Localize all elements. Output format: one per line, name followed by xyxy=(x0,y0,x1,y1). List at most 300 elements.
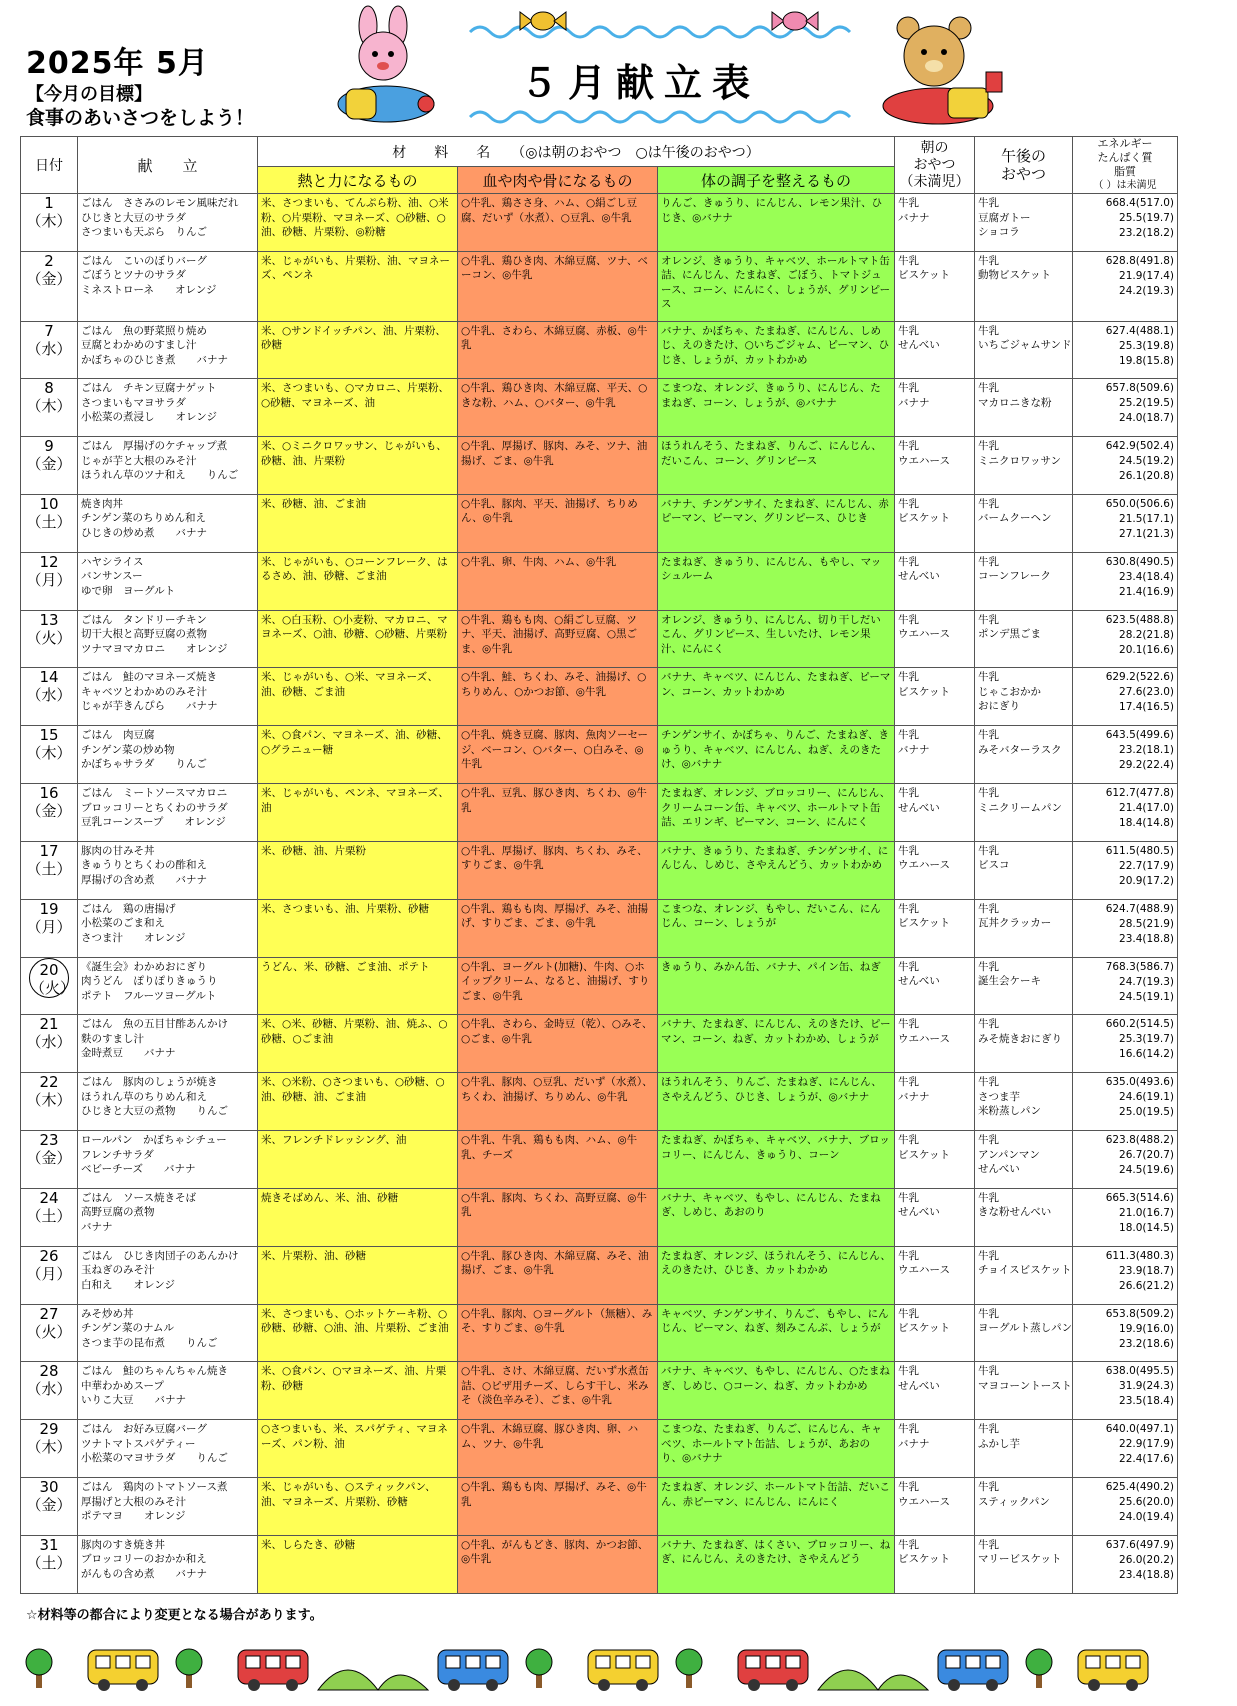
menu-cell xyxy=(78,1131,258,1189)
blood-group-cell: ○牛乳、ヨーグルト(加糖)、牛肉、○ホイップクリーム、なると、油揚げ、すりごま、◎牛乳 xyxy=(458,957,658,1015)
menu-cell xyxy=(78,726,258,784)
date-cell: 30 （金） xyxy=(21,1478,78,1536)
nutrition-cell: 628.8(491.8) 21.9(17.4) 24.2(19.3) xyxy=(1073,251,1178,321)
dish-name: ごはん ミートソースマカロニ xyxy=(81,787,228,800)
dish-name: バナナ xyxy=(81,1220,113,1233)
bus-icon xyxy=(738,1650,808,1691)
body-group-cell: たまねぎ、きゅうり、にんじん、もやし、マッシュルーム xyxy=(658,552,895,610)
date-cell: 9 （金） xyxy=(21,437,78,495)
dish-name: 豆乳コーンスープ オレンジ xyxy=(81,816,226,829)
red-group-cell: 米、じゃがいも、ペンネ、マヨネーズ、油 xyxy=(258,784,458,842)
menu-row xyxy=(21,437,1178,495)
dish-name: ごはん 肉豆腐 xyxy=(81,729,155,742)
menu-row xyxy=(21,1246,1178,1304)
afternoon-snack-cell: 牛乳 マヨコーントースト xyxy=(975,1362,1073,1420)
header-morning-snack: 朝の おやつ （未満児） xyxy=(895,137,975,194)
menu-cell xyxy=(78,957,258,1015)
dish-name: チンゲン菜のちりめん和え xyxy=(81,512,207,525)
dish-name: 小松菜の煮浸し オレンジ xyxy=(81,411,217,424)
menu-row xyxy=(21,784,1178,842)
change-note: ☆材料等の都合により変更となる場合があります。 xyxy=(26,1608,323,1623)
red-group-cell: 米、○食パン、○マヨネーズ、油、片栗粉、砂糖 xyxy=(258,1362,458,1420)
dish-name: じゃが芋と大根のみそ汁 xyxy=(81,454,197,467)
blood-group-cell: ○牛乳、鶏ひき肉、木綿豆腐、平天、○きな粉、ハム、○バター、◎牛乳 xyxy=(458,379,658,437)
dish-name: ひじきと大豆のサラダ xyxy=(81,211,186,224)
morning-snack-cell: 牛乳 バナナ xyxy=(895,1073,975,1131)
menu-row xyxy=(21,552,1178,610)
red-group-cell: 米、片栗粉、油、砂糖 xyxy=(258,1246,458,1304)
dish-name: ごはん ささみのレモン風味だれ xyxy=(81,197,239,209)
dish-name: 肉うどん ぽりぽりきゅうり xyxy=(81,975,218,988)
header-body-group: 体の調子を整えるもの xyxy=(658,167,895,194)
dish-name: 金時煮豆 バナナ xyxy=(81,1047,176,1060)
afternoon-snack-cell: 牛乳 チョイスビスケット xyxy=(975,1246,1073,1304)
dish-name: ごはん 鮭のちゃんちゃん焼き xyxy=(81,1365,228,1378)
header-menu: 献 立 xyxy=(78,137,258,194)
dish-name: さつまいも天ぷら りんご xyxy=(81,226,207,238)
nutrition-cell: 611.5(480.5) 22.7(17.9) 20.9(17.2) xyxy=(1073,841,1178,899)
dish-name: ごはん 魚の野菜照り焼め xyxy=(81,324,207,337)
menu-row xyxy=(21,1073,1178,1131)
red-group-cell: 米、○サンドイッチパン、油、片栗粉、砂糖 xyxy=(258,321,458,379)
blood-group-cell: ○牛乳、がんもどき、豚肉、かつお節、◎牛乳 xyxy=(458,1535,658,1593)
bus-icon xyxy=(88,1650,158,1691)
header-red-group: 熱と力になるもの xyxy=(258,167,458,194)
afternoon-snack-cell: 牛乳 ビスコ xyxy=(975,841,1073,899)
nutrition-cell: 642.9(502.4) 24.5(19.2) 26.1(20.8) xyxy=(1073,437,1178,495)
goal-text: 食事のあいさつをしよう！ xyxy=(26,107,255,129)
bear-plane-icon xyxy=(868,6,1008,134)
dish-name: ごはん 豚肉のしょうが焼き xyxy=(81,1076,218,1089)
blood-group-cell: ○牛乳、厚揚げ、豚肉、ちくわ、みそ、すりごま、◎牛乳 xyxy=(458,841,658,899)
dish-name: 小松菜のマヨサラダ りんご xyxy=(81,1452,228,1465)
header-nutrition: エネルギー たんぱく質 脂質 （ ）は未満児 xyxy=(1073,137,1178,194)
red-group-cell: ○さつまいも、米、スパゲティ、マヨネーズ、パン粉、油 xyxy=(258,1420,458,1478)
tree-icon xyxy=(176,1649,202,1688)
afternoon-snack-cell: 牛乳 みそ焼きおにぎり xyxy=(975,1015,1073,1073)
menu-cell xyxy=(78,194,258,252)
dish-name: 豚肉のすき焼き丼 xyxy=(81,1538,165,1551)
menu-row xyxy=(21,494,1178,552)
hill-icon xyxy=(818,1670,928,1690)
dish-name: ごはん タンドリーチキン xyxy=(81,613,207,626)
morning-snack-cell: 牛乳 ウエハース xyxy=(895,1015,975,1073)
red-group-cell: 米、さつまいも、てんぷら粉、油、○米粉、○片栗粉、マヨネーズ、○砂糖、○油、砂糖、片栗粉、◎粉糖 xyxy=(258,194,458,252)
dish-name: ゆで卵 ヨーグルト xyxy=(81,584,176,597)
dish-name: ごはん お好み豆腐バーグ xyxy=(81,1423,207,1436)
menu-cell xyxy=(78,668,258,726)
footer-decoration xyxy=(18,1640,1168,1692)
afternoon-snack-cell: 牛乳 マカロニきな粉 xyxy=(975,379,1073,437)
red-group-cell: 米、さつまいも、○ホットケーキ粉、○砂糖、砂糖、○油、油、片栗粉、ごま油 xyxy=(258,1304,458,1362)
afternoon-snack-cell: 牛乳 バームクーヘン xyxy=(975,494,1073,552)
blood-group-cell: ○牛乳、卵、牛肉、ハム、◎牛乳 xyxy=(458,552,658,610)
blood-group-cell: ○牛乳、鶏もも肉、厚揚げ、みそ、◎牛乳 xyxy=(458,1478,658,1536)
nutrition-cell: 640.0(497.1) 22.9(17.9) 22.4(17.6) xyxy=(1073,1420,1178,1478)
goal-label: 【今月の目標】 xyxy=(26,84,152,105)
body-group-cell: きゅうり、みかん缶、バナナ、パイン缶、ねぎ xyxy=(658,957,895,1015)
menu-cell xyxy=(78,1015,258,1073)
dish-name: フレンチサラダ xyxy=(81,1148,154,1161)
header-date: 日付 xyxy=(21,137,78,194)
afternoon-snack-cell: 牛乳 動物ビスケット xyxy=(975,251,1073,321)
body-group-cell: ほうれんそう、りんご、たまねぎ、にんじん、さやえんどう、ひじき、しょうが、◎バナナ xyxy=(658,1073,895,1131)
nutrition-cell: 612.7(477.8) 21.4(17.0) 18.4(14.8) xyxy=(1073,784,1178,842)
nutrition-cell: 653.8(509.2) 19.9(16.0) 23.2(18.6) xyxy=(1073,1304,1178,1362)
nutrition-cell: 638.0(495.5) 31.9(24.3) 23.5(18.4) xyxy=(1073,1362,1178,1420)
blood-group-cell: ○牛乳、鶏もも肉、厚揚げ、みそ、油揚げ、すりごま、ごま、◎牛乳 xyxy=(458,899,658,957)
blood-group-cell: ○牛乳、豆乳、豚ひき肉、ちくわ、◎牛乳 xyxy=(458,784,658,842)
dish-name: 白和え オレンジ xyxy=(81,1278,175,1291)
candy-icon xyxy=(770,8,820,34)
body-group-cell: キャベツ、チンゲンサイ、りんご、もやし、にんじん、ピーマン、ねぎ、刻みこんぶ、しょうが xyxy=(658,1304,895,1362)
afternoon-snack-cell: 牛乳 きな粉せんべい xyxy=(975,1188,1073,1246)
afternoon-snack-cell: 牛乳 ポンデ黒ごま xyxy=(975,610,1073,668)
date-cell: 15 （木） xyxy=(21,726,78,784)
morning-snack-cell: 牛乳 ビスケット xyxy=(895,251,975,321)
red-group-cell: 米、じゃがいも、○米、マヨネーズ、油、砂糖、ごま油 xyxy=(258,668,458,726)
dish-name: ベビーチーズ バナナ xyxy=(81,1163,196,1176)
afternoon-snack-cell: 牛乳 じゃこおかか おにぎり xyxy=(975,668,1073,726)
body-group-cell: たまねぎ、オレンジ、ほうれんそう、にんじん、えのきたけ、ひじき、カットわかめ xyxy=(658,1246,895,1304)
red-group-cell: うどん、米、砂糖、ごま油、ポテト xyxy=(258,957,458,1015)
bus-icon xyxy=(1078,1650,1148,1691)
blood-group-cell: ○牛乳、さわら、木綿豆腐、赤板、◎牛乳 xyxy=(458,321,658,379)
date-cell: 29 （木） xyxy=(21,1420,78,1478)
dish-name: ミネストローネ オレンジ xyxy=(81,283,217,296)
dish-name: ごはん こいのぼりバーグ xyxy=(81,254,207,267)
red-group-cell: 米、砂糖、油、片栗粉 xyxy=(258,841,458,899)
dish-name: チンゲン菜のナムル xyxy=(81,1322,175,1335)
dish-name: ほうれん草のちりめん和え xyxy=(81,1090,207,1103)
menu-cell xyxy=(78,610,258,668)
menu-cell xyxy=(78,379,258,437)
date-cell: 17 （土） xyxy=(21,841,78,899)
dish-name: 麩のすまし汁 xyxy=(81,1032,144,1045)
date-cell: 16 （金） xyxy=(21,784,78,842)
nutrition-cell: 635.0(493.6) 24.6(19.1) 25.0(19.5) xyxy=(1073,1073,1178,1131)
red-group-cell: 米、フレンチドレッシング、油 xyxy=(258,1131,458,1189)
menu-row xyxy=(21,1362,1178,1420)
nutrition-cell: 665.3(514.6) 21.0(16.7) 18.0(14.5) xyxy=(1073,1188,1178,1246)
dish-name: 豆腐とわかめのすまし汁 xyxy=(81,339,197,351)
red-group-cell: 米、○米、砂糖、片栗粉、油、焼ふ、○砂糖、○ごま油 xyxy=(258,1015,458,1073)
page-title: ５月献立表 xyxy=(520,61,761,105)
menu-row xyxy=(21,610,1178,668)
dish-name: 厚揚げと大根のみそ汁 xyxy=(81,1495,186,1508)
date-cell: 22 （木） xyxy=(21,1073,78,1131)
afternoon-snack-cell: 牛乳 ヨーグルト蒸しパン xyxy=(975,1304,1073,1362)
dish-name: ロールパン かぼちゃシチュー xyxy=(81,1134,227,1147)
morning-snack-cell: 牛乳 せんべい xyxy=(895,1362,975,1420)
date-cell: 21 （水） xyxy=(21,1015,78,1073)
dish-name: バンサンスー xyxy=(81,570,143,583)
dish-name: さつま汁 オレンジ xyxy=(81,931,186,944)
afternoon-snack-cell: 牛乳 ミニクロワッサン xyxy=(975,437,1073,495)
dish-name: かぼちゃのひじき煮 バナナ xyxy=(81,353,228,366)
morning-snack-cell: 牛乳 せんべい xyxy=(895,321,975,379)
nutrition-cell: 611.3(480.3) 23.9(18.7) 26.6(21.2) xyxy=(1073,1246,1178,1304)
afternoon-snack-cell: 牛乳 ミニクリームパン xyxy=(975,784,1073,842)
blood-group-cell: ○牛乳、牛乳、鶏もも肉、ハム、◎牛乳、チーズ xyxy=(458,1131,658,1189)
body-group-cell: チンゲンサイ、かぼちゃ、りんご、たまねぎ、きゅうり、キャベツ、にんじん、ねぎ、えのきたけ、◎バナナ xyxy=(658,726,895,784)
body-group-cell: バナナ、キャベツ、もやし、にんじん、○たまねぎ、しめじ、○コーン、ねぎ、カットわかめ xyxy=(658,1362,895,1420)
body-group-cell: バナナ、かぼちゃ、たまねぎ、にんじん、しめじ、えのきたけ、○いちごジャム、ピーマン、ひじき、しょうが、カットわかめ xyxy=(658,321,895,379)
body-group-cell: たまねぎ、オレンジ、ブロッコリー、にんじん、クリームコーン缶、キャベツ、ホールトマト缶詰、エリンギ、ピーマン、コーン、にんにく xyxy=(658,784,895,842)
afternoon-snack-cell: 牛乳 誕生会ケーキ xyxy=(975,957,1073,1015)
date-cell: 14 （水） xyxy=(21,668,78,726)
morning-snack-cell: 牛乳 バナナ xyxy=(895,379,975,437)
body-group-cell: こまつな、オレンジ、きゅうり、にんじん、たまねぎ、コーン、しょうが、◎バナナ xyxy=(658,379,895,437)
red-group-cell: 米、じゃがいも、○コーンフレーク、はるさめ、油、砂糖、ごま油 xyxy=(258,552,458,610)
blood-group-cell: ○牛乳、さわら、金時豆（乾）、○みそ、○ごま、◎牛乳 xyxy=(458,1015,658,1073)
dish-name: かぼちゃサラダ りんご xyxy=(81,758,207,771)
dish-name: 小松菜のごま和え xyxy=(81,917,165,930)
dish-name: 高野豆腐の煮物 xyxy=(81,1206,155,1219)
red-group-cell: 米、○食パン、マヨネーズ、油、砂糖、○グラニュー糖 xyxy=(258,726,458,784)
dish-name: ツナマヨマカロニ オレンジ xyxy=(81,642,228,655)
date-cell: 24 （土） xyxy=(21,1188,78,1246)
dish-name: ハヤシライス xyxy=(81,555,144,568)
red-group-cell: 米、砂糖、油、ごま油 xyxy=(258,494,458,552)
blood-group-cell: ○牛乳、焼き豆腐、豚肉、魚肉ソーセージ、ベーコン、○バター、○白みそ、◎牛乳 xyxy=(458,726,658,784)
dish-name: キャベツとわかめのみそ汁 xyxy=(81,685,207,698)
blood-group-cell: ○牛乳、鮭、ちくわ、みそ、油揚げ、○ちりめん、○かつお節、◎牛乳 xyxy=(458,668,658,726)
dish-name: ごはん 厚揚げのケチャップ煮 xyxy=(81,440,228,453)
blood-group-cell: ○牛乳、豚肉、平天、油揚げ、ちりめん、◎牛乳 xyxy=(458,494,658,552)
dish-name: さつま芋の昆布煮 りんご xyxy=(81,1336,218,1349)
menu-row xyxy=(21,1535,1178,1593)
body-group-cell: オレンジ、きゅうり、にんじん、切り干しだいこん、グリンピース、生しいたけ、レモン果汁、にんにく xyxy=(658,610,895,668)
dish-name: ほうれん草のツナ和え りんご xyxy=(81,469,239,482)
date-cell: 2 （金） xyxy=(21,251,78,321)
menu-row xyxy=(21,1131,1178,1189)
dish-name: 切干大根と高野豆腐の煮物 xyxy=(81,628,207,641)
nutrition-cell: 668.4(517.0) 25.5(19.7) 23.2(18.2) xyxy=(1073,194,1178,252)
dish-name: 厚揚げの含め煮 バナナ xyxy=(81,873,207,886)
red-group-cell: 焼きそばめん、米、油、砂糖 xyxy=(258,1188,458,1246)
afternoon-snack-cell: 牛乳 さつま芋 米粉蒸しパン xyxy=(975,1073,1073,1131)
morning-snack-cell: 牛乳 バナナ xyxy=(895,194,975,252)
dish-name: ごはん ひじき肉団子のあんかけ xyxy=(81,1249,239,1262)
afternoon-snack-cell: 牛乳 いちごジャムサンド xyxy=(975,321,1073,379)
date-cell: 27 （火） xyxy=(21,1304,78,1362)
tree-icon xyxy=(676,1649,702,1688)
morning-snack-cell: 牛乳 せんべい xyxy=(895,957,975,1015)
menu-cell xyxy=(78,552,258,610)
menu-row xyxy=(21,1015,1178,1073)
bus-icon xyxy=(938,1650,1008,1691)
morning-snack-cell: 牛乳 ビスケット xyxy=(895,1535,975,1593)
menu-row xyxy=(21,379,1178,437)
candy-icon xyxy=(518,8,568,34)
menu-cell xyxy=(78,251,258,321)
menu-cell xyxy=(78,1478,258,1536)
body-group-cell: バナナ、チンゲンサイ、たまねぎ、にんじん、赤ピーマン、ピーマン、グリンピース、ひじき xyxy=(658,494,895,552)
morning-snack-cell: 牛乳 せんべい xyxy=(895,552,975,610)
dish-name: さつまいもマヨサラダ xyxy=(81,396,186,409)
date-cell: 10 （土） xyxy=(21,494,78,552)
morning-snack-cell: 牛乳 ウエハース xyxy=(895,1246,975,1304)
dish-name: がんもの含め煮 バナナ xyxy=(81,1567,207,1580)
date-cell: 13 （火） xyxy=(21,610,78,668)
menu-row xyxy=(21,841,1178,899)
afternoon-snack-cell: 牛乳 コーンフレーク xyxy=(975,552,1073,610)
nutrition-cell: 623.8(488.2) 26.7(20.7) 24.5(19.6) xyxy=(1073,1131,1178,1189)
menu-row xyxy=(21,726,1178,784)
dish-name: ツナトマトスパゲティー xyxy=(81,1437,196,1450)
body-group-cell: バナナ、きゅうり、たまねぎ、チンゲンサイ、にんじん、しめじ、さやえんどう、カットわかめ xyxy=(658,841,895,899)
menu-cell xyxy=(78,899,258,957)
menu-cell xyxy=(78,1246,258,1304)
dish-name: ごはん ソース焼きそば xyxy=(81,1191,196,1204)
dish-name: ポテト フルーツヨーグルト xyxy=(81,989,217,1002)
morning-snack-cell: 牛乳 バナナ xyxy=(895,726,975,784)
blood-group-cell: ○牛乳、豚ひき肉、木綿豆腐、みそ、油揚げ、ごま、◎牛乳 xyxy=(458,1246,658,1304)
dish-name: チンゲン菜の炒め物 xyxy=(81,743,175,756)
dish-name: ごはん 鶏の唐揚げ xyxy=(81,902,176,915)
nutrition-cell: 660.2(514.5) 25.3(19.7) 16.6(14.2) xyxy=(1073,1015,1178,1073)
dish-name: ポテマヨ オレンジ xyxy=(81,1510,186,1523)
blood-group-cell: ○牛乳、厚揚げ、豚肉、みそ、ツナ、油揚げ、ごま、◎牛乳 xyxy=(458,437,658,495)
dish-name: ひじきと大豆の煮物 りんご xyxy=(81,1105,228,1118)
bus-icon xyxy=(438,1650,508,1691)
red-group-cell: 米、さつまいも、○マカロニ、片栗粉、○砂糖、マヨネーズ、油 xyxy=(258,379,458,437)
tree-icon xyxy=(526,1649,552,1688)
afternoon-snack-cell: 牛乳 ふかし芋 xyxy=(975,1420,1073,1478)
dish-name: じゃが芋きんぴら バナナ xyxy=(81,700,218,713)
dish-name: ごはん チキン豆腐ナゲット xyxy=(81,382,217,395)
afternoon-snack-cell: 牛乳 みそバターラスク xyxy=(975,726,1073,784)
blood-group-cell: ○牛乳、鶏もも肉、○絹ごし豆腐、ツナ、平天、油揚げ、高野豆腐、○黒ごま、◎牛乳 xyxy=(458,610,658,668)
afternoon-snack-cell: 牛乳 マリービスケット xyxy=(975,1535,1073,1593)
dish-name: 玉ねぎのみそ汁 xyxy=(81,1264,155,1277)
body-group-cell: バナナ、キャベツ、もやし、にんじん、たまねぎ、しめじ、あおのり xyxy=(658,1188,895,1246)
menu-cell xyxy=(78,437,258,495)
morning-snack-cell: 牛乳 ビスケット xyxy=(895,1131,975,1189)
dish-name: ごはん 鶏肉のトマトソース煮 xyxy=(81,1481,228,1494)
dish-name: ブロッコリーのおかか和え xyxy=(81,1553,207,1566)
dish-name: 中華わかめスープ xyxy=(81,1379,164,1392)
tree-icon xyxy=(26,1649,52,1688)
dish-name: いりこ大豆 バナナ xyxy=(81,1394,186,1407)
menu-row xyxy=(21,1478,1178,1536)
bus-icon xyxy=(588,1650,658,1691)
afternoon-snack-cell: 牛乳 アンパンマン せんべい xyxy=(975,1131,1073,1189)
date-cell: 31 （土） xyxy=(21,1535,78,1593)
menu-row xyxy=(21,1304,1178,1362)
header-blood-group: 血や肉や骨になるもの xyxy=(458,167,658,194)
menu-cell xyxy=(78,1188,258,1246)
nutrition-cell: 624.7(488.9) 28.5(21.9) 23.4(18.8) xyxy=(1073,899,1178,957)
birthday-circle: 20 （火） xyxy=(29,958,69,998)
body-group-cell: りんご、きゅうり、にんじん、レモン果汁、ひじき、◎バナナ xyxy=(658,194,895,252)
red-group-cell: 米、じゃがいも、片栗粉、油、マヨネーズ、ペンネ xyxy=(258,251,458,321)
morning-snack-cell: 牛乳 ビスケット xyxy=(895,899,975,957)
morning-snack-cell: 牛乳 ウエハース xyxy=(895,437,975,495)
menu-cell xyxy=(78,494,258,552)
red-group-cell: 米、○ミニクロワッサン、じゃがいも、砂糖、油、片栗粉 xyxy=(258,437,458,495)
menu-table xyxy=(20,136,1178,1594)
morning-snack-cell: 牛乳 ウエハース xyxy=(895,841,975,899)
menu-row xyxy=(21,194,1178,252)
menu-cell xyxy=(78,784,258,842)
date-cell: 8 （木） xyxy=(21,379,78,437)
body-group-cell: バナナ、たまねぎ、はくさい、ブロッコリー、ねぎ、にんじん、えのきたけ、さやえんどう xyxy=(658,1535,895,1593)
afternoon-snack-cell: 牛乳 豆腐ガトー ショコラ xyxy=(975,194,1073,252)
nutrition-cell: 627.4(488.1) 25.3(19.8) 19.8(15.8) xyxy=(1073,321,1178,379)
header-afternoon-snack: 午後の おやつ xyxy=(975,137,1073,194)
blood-group-cell: ○牛乳、木綿豆腐、豚ひき肉、卵、ハム、ツナ、◎牛乳 xyxy=(458,1420,658,1478)
body-group-cell: たまねぎ、かぼちゃ、キャベツ、バナナ、ブロッコリー、にんじん、きゅうり、コーン xyxy=(658,1131,895,1189)
morning-snack-cell: 牛乳 ウエハース xyxy=(895,1478,975,1536)
menu-cell xyxy=(78,1420,258,1478)
menu-row xyxy=(21,957,1178,1015)
dish-name: ごぼうとツナのサラダ xyxy=(81,269,186,282)
menu-cell xyxy=(78,321,258,379)
body-group-cell: ほうれんそう、たまねぎ、りんご、にんじん、だいこん、コーン、グリンピース xyxy=(658,437,895,495)
nutrition-cell: 637.6(497.9) 26.0(20.2) 23.4(18.8) xyxy=(1073,1535,1178,1593)
body-group-cell: バナナ、たまねぎ、にんじん、えのきたけ、ピーマン、コーン、ねぎ、カットわかめ、しょうが xyxy=(658,1015,895,1073)
dish-name: ごはん 鮭のマヨネーズ焼き xyxy=(81,671,217,684)
body-group-cell: オレンジ、きゅうり、キャベツ、ホールトマト缶詰、にんじん、たまねぎ、ごぼう、トマトジュース、コーン、にんにく、しょうが、グリンピース xyxy=(658,251,895,321)
date-cell xyxy=(21,957,78,1015)
date-cell: 1 （木） xyxy=(21,194,78,252)
menu-row xyxy=(21,899,1178,957)
dish-name: 《誕生会》わかめおにぎり xyxy=(81,960,207,973)
date-cell: 28 （水） xyxy=(21,1362,78,1420)
nutrition-cell: 768.3(586.7) 24.7(19.3) 24.5(19.1) xyxy=(1073,957,1178,1015)
tree-icon xyxy=(1026,1649,1052,1688)
dish-name: きゅうりとちくわの酢和え xyxy=(81,859,207,872)
date-cell: 12 （月） xyxy=(21,552,78,610)
menu-cell xyxy=(78,1535,258,1593)
blood-group-cell: ○牛乳、豚肉、○豆乳、だいず（水煮）、ちくわ、油揚げ、ちりめん、◎牛乳 xyxy=(458,1073,658,1131)
menu-row xyxy=(21,1420,1178,1478)
date-cell: 7 （水） xyxy=(21,321,78,379)
nutrition-cell: 643.5(499.6) 23.2(18.1) 29.2(22.4) xyxy=(1073,726,1178,784)
nutrition-cell: 629.2(522.6) 27.6(23.0) 17.4(16.5) xyxy=(1073,668,1178,726)
morning-snack-cell: 牛乳 ウエハース xyxy=(895,610,975,668)
morning-snack-cell: 牛乳 ビスケット xyxy=(895,494,975,552)
blood-group-cell: ○牛乳、豚肉、○ヨーグルト（無糖）、みそ、すりごま、◎牛乳 xyxy=(458,1304,658,1362)
morning-snack-cell: 牛乳 せんべい xyxy=(895,784,975,842)
menu-cell xyxy=(78,1362,258,1420)
red-group-cell: 米、○米粉、○さつまいも、○砂糖、○油、砂糖、油、ごま油 xyxy=(258,1073,458,1131)
menu-cell xyxy=(78,1304,258,1362)
bunny-plane-icon xyxy=(326,4,446,132)
morning-snack-cell: 牛乳 ビスケット xyxy=(895,1304,975,1362)
date-cell: 26 （月） xyxy=(21,1246,78,1304)
nutrition-cell: 657.8(509.6) 25.2(19.5) 24.0(18.7) xyxy=(1073,379,1178,437)
menu-cell xyxy=(78,1073,258,1131)
body-group-cell: こまつな、オレンジ、もやし、だいこん、にんじん、コーン、しょうが xyxy=(658,899,895,957)
morning-snack-cell: 牛乳 せんべい xyxy=(895,1188,975,1246)
red-group-cell: 米、しらたき、砂糖 xyxy=(258,1535,458,1593)
date-cell: 19 （月） xyxy=(21,899,78,957)
red-group-cell: 米、じゃがいも、○スティックパン、油、マヨネーズ、片栗粉、砂糖 xyxy=(258,1478,458,1536)
menu-row xyxy=(21,1188,1178,1246)
blood-group-cell: ○牛乳、鶏ささ身、ハム、○絹ごし豆腐、だいず（水煮）、○豆乳、◎牛乳 xyxy=(458,194,658,252)
dish-name: 豚肉の甘みそ丼 xyxy=(81,844,155,857)
morning-snack-cell: 牛乳 バナナ xyxy=(895,1420,975,1478)
nutrition-cell: 623.5(488.8) 28.2(21.8) 20.1(16.6) xyxy=(1073,610,1178,668)
blood-group-cell: ○牛乳、鶏ひき肉、木綿豆腐、ツナ、ベーコン、◎牛乳 xyxy=(458,251,658,321)
red-group-cell: 米、○白玉粉、○小麦粉、マカロニ、マヨネーズ、○油、砂糖、○砂糖、片栗粉 xyxy=(258,610,458,668)
nutrition-cell: 630.8(490.5) 23.4(18.4) 21.4(16.9) xyxy=(1073,552,1178,610)
red-group-cell: 米、さつまいも、油、片栗粉、砂糖 xyxy=(258,899,458,957)
blood-group-cell: ○牛乳、豚肉、ちくわ、高野豆腐、◎牛乳 xyxy=(458,1188,658,1246)
